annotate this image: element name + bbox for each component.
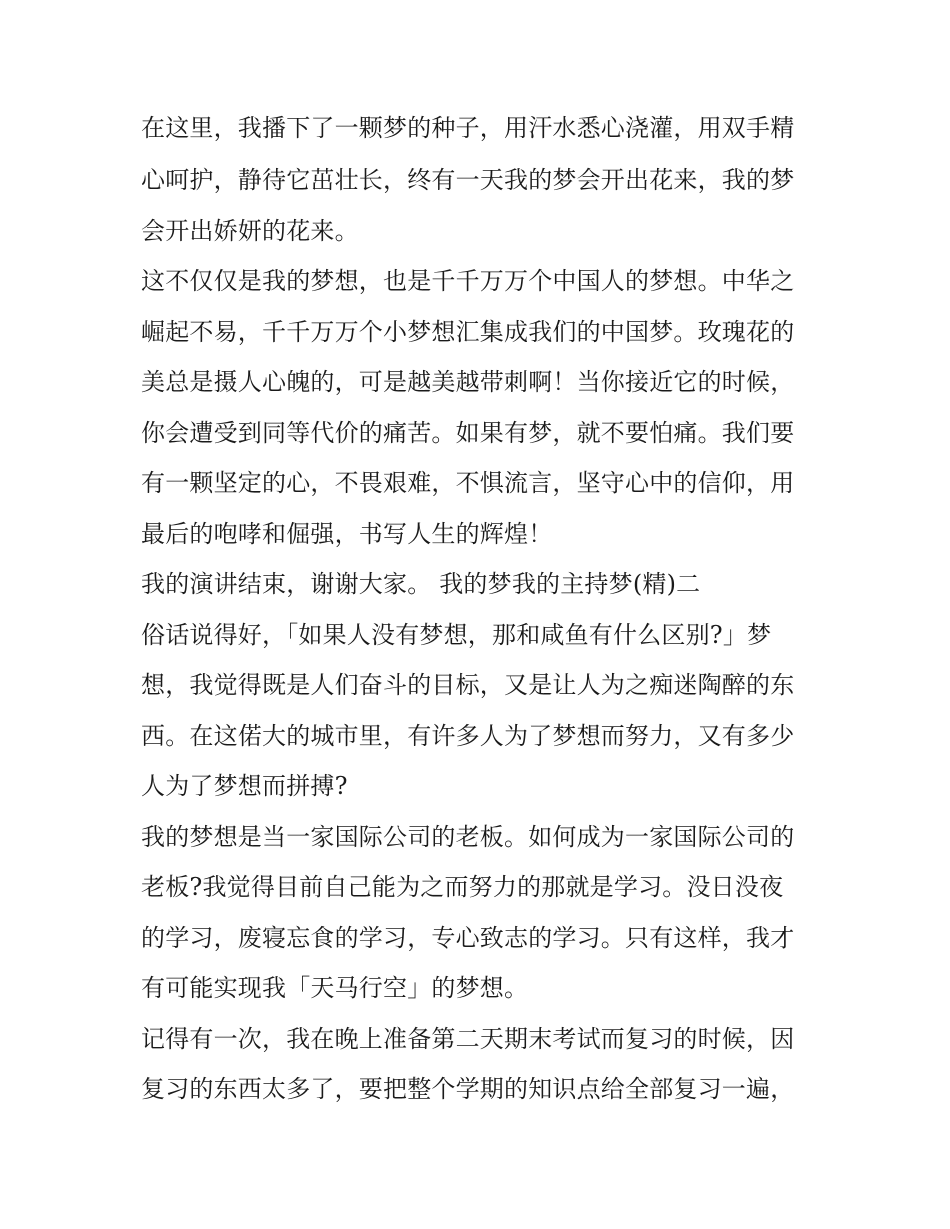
text-line: 有可能实现我「天马行空」的梦想。 bbox=[141, 974, 529, 1002]
text-line: 复习的东西太多了，要把整个学期的知识点给全部复习一遍， bbox=[141, 1075, 795, 1103]
text-line: 你会遭受到同等代价的痛苦。如果有梦，就不要怕痛。我们要 bbox=[141, 419, 795, 447]
text-line: 西。在这偌大的城市里，有许多人为了梦想而努力，又有多少 bbox=[141, 722, 795, 750]
text-line: 最后的咆哮和倔强，书写人生的辉煌！ bbox=[141, 520, 553, 548]
text-line: 我的演讲结束，谢谢大家。 我的梦我的主持梦(精)二 bbox=[141, 570, 701, 598]
text-line: 美总是摄人心魄的，可是越美越带刺啊！当你接近它的时候， bbox=[141, 368, 795, 396]
text-line: 的学习，废寝忘食的学习，专心致志的学习。只有这样，我才 bbox=[141, 924, 795, 952]
text-line: 想，我觉得既是人们奋斗的目标，又是让人为之痴迷陶醉的东 bbox=[141, 671, 795, 699]
text-line: 记得有一次，我在晚上准备第二天期末考试而复习的时候，因 bbox=[141, 1025, 795, 1053]
text-line: 老板?我觉得目前自己能为之而努力的那就是学习。没日没夜 bbox=[141, 873, 784, 901]
text-line: 人为了梦想而拼搏? bbox=[141, 772, 348, 800]
text-line: 我的梦想是当一家国际公司的老板。如何成为一家国际公司的 bbox=[141, 823, 795, 851]
text-line: 崛起不易，千千万万个小梦想汇集成我们的中国梦。玫瑰花的 bbox=[141, 318, 795, 346]
text-line: 会开出娇妍的花来。 bbox=[141, 217, 359, 245]
text-line: 在这里，我播下了一颗梦的种子，用汗水悉心浇灌，用双手精 bbox=[141, 114, 795, 142]
text-line: 有一颗坚定的心，不畏艰难，不惧流言，坚守心中的信仰，用 bbox=[141, 469, 795, 497]
text-line: 这不仅仅是我的梦想，也是千千万万个中国人的梦想。中华之 bbox=[141, 267, 795, 295]
text-line: 心呵护，静待它茁壮长，终有一天我的梦会开出花来，我的梦 bbox=[141, 166, 795, 194]
text-line: 俗话说得好，「如果人没有梦想，那和咸鱼有什么区别?」梦 bbox=[141, 621, 772, 649]
